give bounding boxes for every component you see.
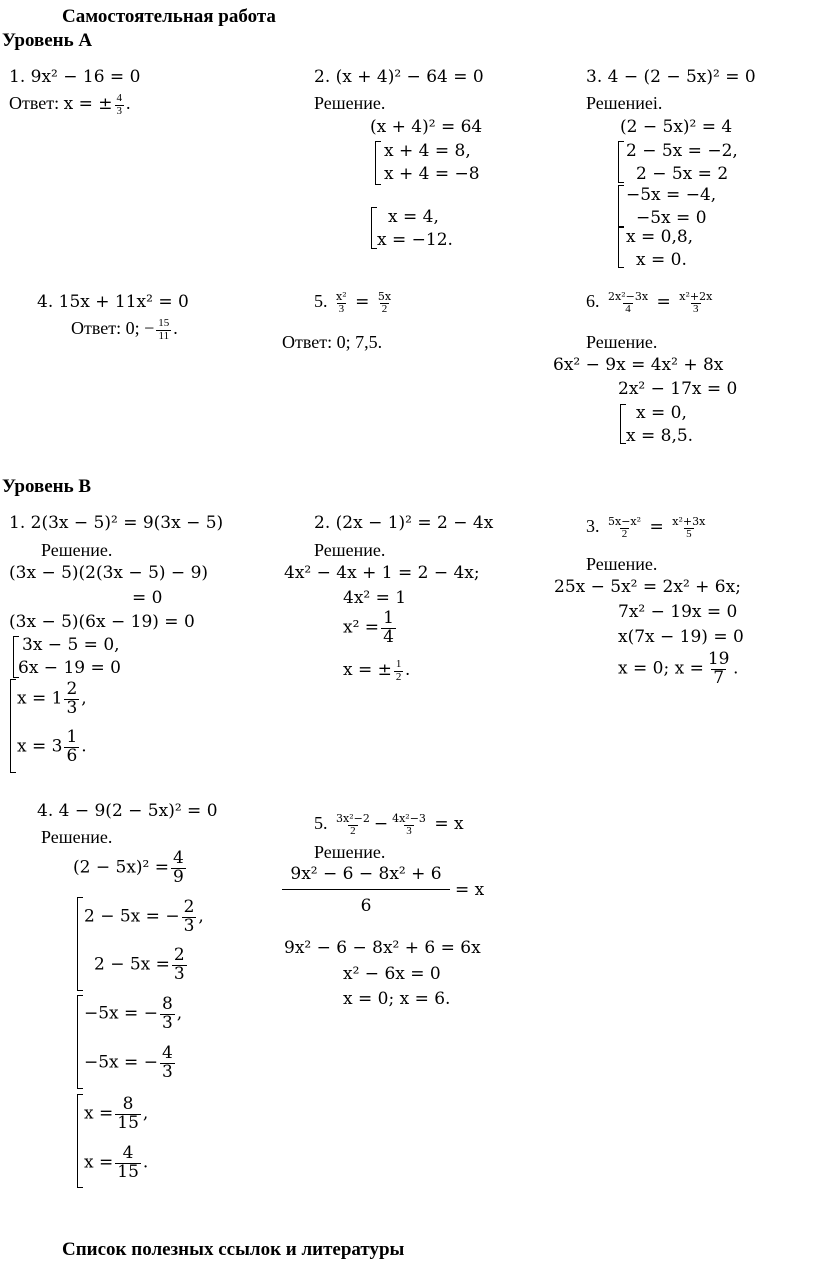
bracket <box>10 679 16 773</box>
level-a-heading: Уровень А <box>2 30 93 51</box>
problem-statement: 5. $\frac{\text{3x²−2}}{2}$ − $\frac{\text{4x²−3}}{3}$ = x <box>314 812 464 837</box>
solution-label: Решение. <box>314 540 386 560</box>
solution-step: −5x = − $\frac{4}{3}$ <box>84 1043 173 1082</box>
solution-step: x = 4, <box>388 207 439 227</box>
solution-step: = x <box>455 880 485 900</box>
solution-step: x = 0, <box>636 403 687 423</box>
bracket <box>77 1094 83 1188</box>
bracket <box>618 185 624 227</box>
solution-step: (3x − 5)(2(3x − 5) − 9) <box>9 563 209 583</box>
problem-statement: 3. $\frac{\text{5x−x²}}{2}$ = $\frac{\text{x²+3x}}{5}$ <box>586 515 706 540</box>
solution-step: x² = $\frac{1}{4}$ <box>343 608 394 647</box>
solution-step: 2 − 5x = 2 <box>636 164 729 184</box>
solution-step: x = 0; x = $\frac{19}{7}$ . <box>618 649 738 688</box>
solution-step: −5x = −4, <box>626 185 717 205</box>
solution-step: x = $\frac{4}{15}$ . <box>84 1143 149 1182</box>
bracket <box>375 141 381 185</box>
fraction: $\frac{15}{11}$ <box>158 317 170 342</box>
solution-step: 2 − 5x = − $\frac{2}{3}$ , <box>84 897 204 936</box>
problem-statement: 4. 15x + 11x² = 0 <box>37 292 189 312</box>
solution-step: x + 4 = −8 <box>384 164 480 184</box>
problem-statement: 1. 9x² − 16 = 0 <box>9 67 141 87</box>
bracket <box>77 897 83 991</box>
solution-step: 4x² = 1 <box>343 588 407 608</box>
problem-statement: 6. $\frac{\text{2x²−3x}}{4}$ = $\frac{\text{x²+2x}}{3}$ <box>586 290 713 315</box>
references-heading: Список полезных ссылок и литературы <box>62 1239 405 1260</box>
level-b-heading: Уровень В <box>2 476 92 497</box>
solution-step: (3x − 5)(6x − 19) = 0 <box>9 612 195 632</box>
solution-label: Решение. <box>586 554 658 574</box>
solution-step: −5x = 0 <box>636 208 707 228</box>
problem-statement: 2. (x + 4)² − 64 = 0 <box>314 67 484 87</box>
solution-label: Решение. <box>314 93 386 113</box>
solution-step: (2 − 5x)² = 4 <box>620 117 733 137</box>
solution-step: 2x² − 17x = 0 <box>618 379 738 399</box>
solution-step: x² − 6x = 0 <box>343 964 441 984</box>
solution-step: x(7x − 19) = 0 <box>618 627 744 647</box>
solution-step: (x + 4)² = 64 <box>370 117 483 137</box>
answer-line: Ответ: x = ± $\frac{4}{3}$ . <box>9 92 131 117</box>
solution-step: x + 4 = 8, <box>384 141 471 161</box>
solution-step: x = 0; x = 6. <box>343 989 451 1009</box>
problem-statement: 5. $\frac{\text{x²}}{3}$ = $\frac{5x}{2}$ <box>314 290 392 315</box>
solution-step: (2 − 5x)² = $\frac{4}{9}$ <box>73 848 184 887</box>
solution-step: x = ± $\frac{1}{2}$ . <box>343 658 410 683</box>
solution-step: 6x − 19 = 0 <box>18 658 121 678</box>
answer-line: Ответ: 0; − $\frac{15}{11}$ . <box>71 317 178 342</box>
solution-step: x = 8,5. <box>626 426 694 446</box>
solution-step: x = $\frac{8}{15}$ , <box>84 1094 149 1133</box>
solution-label: Решение. <box>314 842 386 862</box>
problem-statement: 3. 4 − (2 − 5x)² = 0 <box>586 67 756 87</box>
solution-step: x = 1 $\frac{2}{3}$ , <box>17 679 87 718</box>
solution-step: 2 − 5x = $\frac{2}{3}$ <box>94 945 185 984</box>
solution-step: x = 3 $\frac{1}{6}$ . <box>17 727 87 766</box>
fraction-numerator: 9x² − 6 − 8x² + 6 <box>290 864 442 884</box>
solution-step: x = 0,8, <box>626 227 694 247</box>
solution-step: 3x − 5 = 0, <box>22 635 120 655</box>
fraction-bar <box>282 889 450 890</box>
solution-step: 9x² − 6 − 8x² + 6 = 6x <box>284 938 481 958</box>
solution-step: x = 0. <box>636 250 687 270</box>
solution-step: 2 − 5x = −2, <box>626 141 738 161</box>
fraction: $\frac{4}{3}$ <box>116 92 123 117</box>
solution-label: Решение. <box>41 827 113 847</box>
solution-step: 7x² − 19x = 0 <box>618 602 738 622</box>
solution-step: 25x − 5x² = 2x² + 6x; <box>554 577 741 597</box>
fraction-denominator: 6 <box>360 896 372 916</box>
problem-statement: 2. (2x − 1)² = 2 − 4x <box>314 513 494 533</box>
solution-label: Решениеі. <box>586 93 663 113</box>
solution-step: 4x² − 4x + 1 = 2 − 4x; <box>284 563 480 583</box>
page-title: Самостоятельная работа <box>62 6 276 27</box>
solution-step: 6x² − 9x = 4x² + 8x <box>553 355 724 375</box>
solution-step: x = −12. <box>377 230 453 250</box>
solution-label: Решение. <box>41 540 113 560</box>
bracket <box>618 227 624 268</box>
bracket <box>77 995 83 1089</box>
problem-statement: 4. 4 − 9(2 − 5x)² = 0 <box>37 801 218 821</box>
answer-line: Ответ: 0; 7,5. <box>282 332 383 352</box>
solution-step: −5x = − $\frac{8}{3}$ , <box>84 994 183 1033</box>
bracket <box>618 141 624 183</box>
problem-statement: 1. 2(3x − 5)² = 9(3x − 5) <box>9 513 224 533</box>
solution-step: = 0 <box>132 588 163 608</box>
solution-label: Решение. <box>586 332 658 352</box>
